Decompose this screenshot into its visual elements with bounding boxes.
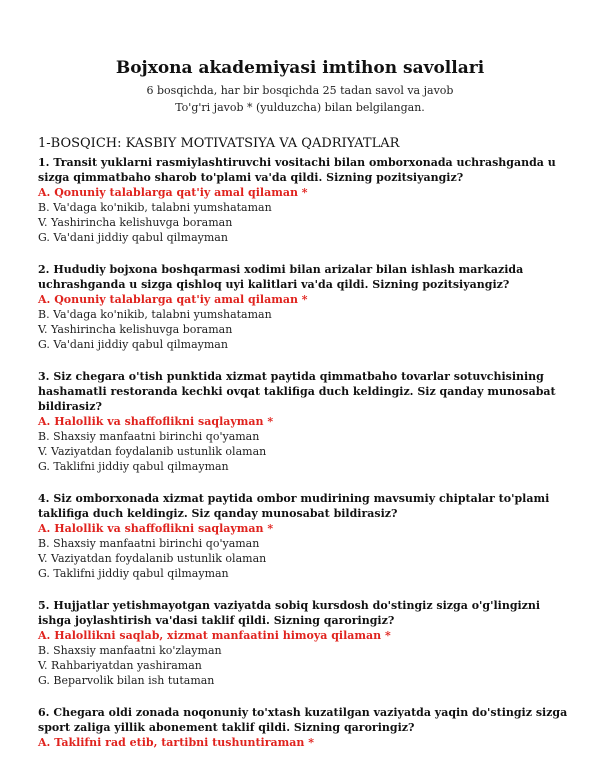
answer-option-correct: A. Qonuniy talablarga qat'iy amal qilaman * [38, 186, 308, 199]
answer-option-correct: A. Halollik va shaffoflikni saqlayman * [38, 522, 274, 535]
question-list [38, 155, 568, 767]
answer-option: V. Vaziyatdan foydalanib ustunlik olaman [38, 445, 267, 458]
question-item [38, 155, 568, 245]
section-heading: 1-BOSQICH: KASBIY MOTIVATSIYA VA QADRIYATLAR [38, 136, 400, 151]
answer-option: B. Shaxsiy manfaatni ko'zlayman [38, 644, 222, 657]
answer-option: B. Shaxsiy manfaatni birinchi qo'yaman [38, 430, 260, 443]
answer-option-correct: A. Taklifni rad etib, tartibni tushuntiraman * [38, 736, 314, 749]
answer-option: V. Yashirincha kelishuvga boraman [38, 216, 233, 229]
question-item [38, 262, 568, 352]
document-subtitle-line1: 6 bosqichda, har bir bosqichda 25 tadan savol va javob [146, 84, 454, 97]
answer-option-correct: A. Halollikni saqlab, xizmat manfaatini himoya qilaman * [38, 629, 391, 642]
question-text: 4. Siz omborxonada xizmat paytida ombor mudirining mavsumiy chiptalar to'plami taklifiga duch keldingiz. Siz qanday munosabat bildirasiz? [38, 492, 550, 520]
answer-option: G. Beparvolik bilan ish tutaman [38, 674, 215, 687]
answer-option: G. Taklifni jiddiy qabul qilmayman [38, 567, 229, 580]
question-item [38, 491, 568, 581]
answer-option: B. Shaxsiy manfaatni birinchi qo'yaman [38, 537, 260, 550]
answer-option: G. Va'dani jiddiy qabul qilmayman [38, 231, 228, 244]
answer-option: G. Taklifni jiddiy qabul qilmayman [38, 460, 229, 473]
document-title: Bojxona akademiyasi imtihon savollari [115, 58, 485, 78]
question-text: 1. Transit yuklarni rasmiylashtiruvchi vositachi bilan omborxonada uchrashganda u sizga qimmatbaho sharob to'plami va'da qildi. Sizning pozitsiyangiz? [38, 156, 556, 184]
answer-option-correct: A. Qonuniy talablarga qat'iy amal qilaman * [38, 293, 308, 306]
answer-option: B. Va'daga ko'nikib, talabni yumshataman [38, 201, 272, 214]
question-text: 6. Chegara oldi zonada noqonuniy to'xtash kuzatilgan vaziyatda yaqin do'stingiz sizga sport zaliga yillik abonement taklif qildi. Sizning qaroringiz? [38, 706, 568, 734]
answer-option: V. Yashirincha kelishuvga boraman [38, 323, 233, 336]
answer-option: G. Va'dani jiddiy qabul qilmayman [38, 338, 228, 351]
answer-option: V. Vaziyatdan foydalanib ustunlik olaman [38, 552, 267, 565]
answer-option: V. Rahbariyatdan yashiraman [38, 659, 202, 672]
question-text: 3. Siz chegara o'tish punktida xizmat paytida qimmatbaho tovarlar sotuvchisining hashamatli restoranda kechki ovqat taklifiga duch keldingiz. Siz qanday munosabat bildirasiz? [38, 370, 556, 413]
question-item [38, 598, 568, 688]
document-subtitle-line2: To'g'ri javob * (yulduzcha) bilan belgilangan. [175, 101, 425, 114]
answer-option: B. Va'daga ko'nikib, talabni yumshataman [38, 308, 272, 321]
question-item [38, 369, 568, 474]
question-item [38, 705, 568, 750]
question-text: 5. Hujjatlar yetishmayotgan vaziyatda sobiq kursdosh do'stingiz sizga o'g'lingizni ishga joylashtirish va'dasi taklif qildi. Sizning qaroringiz? [38, 599, 541, 627]
question-text: 2. Hududiy bojxona boshqarmasi xodimi bilan arizalar bilan ishlash markazida uchrashganda u sizga qishloq uyi kalitlari va'da qildi. Sizning pozitsiyangiz? [38, 263, 524, 291]
answer-option-correct: A. Halollik va shaffoflikni saqlayman * [38, 415, 274, 428]
